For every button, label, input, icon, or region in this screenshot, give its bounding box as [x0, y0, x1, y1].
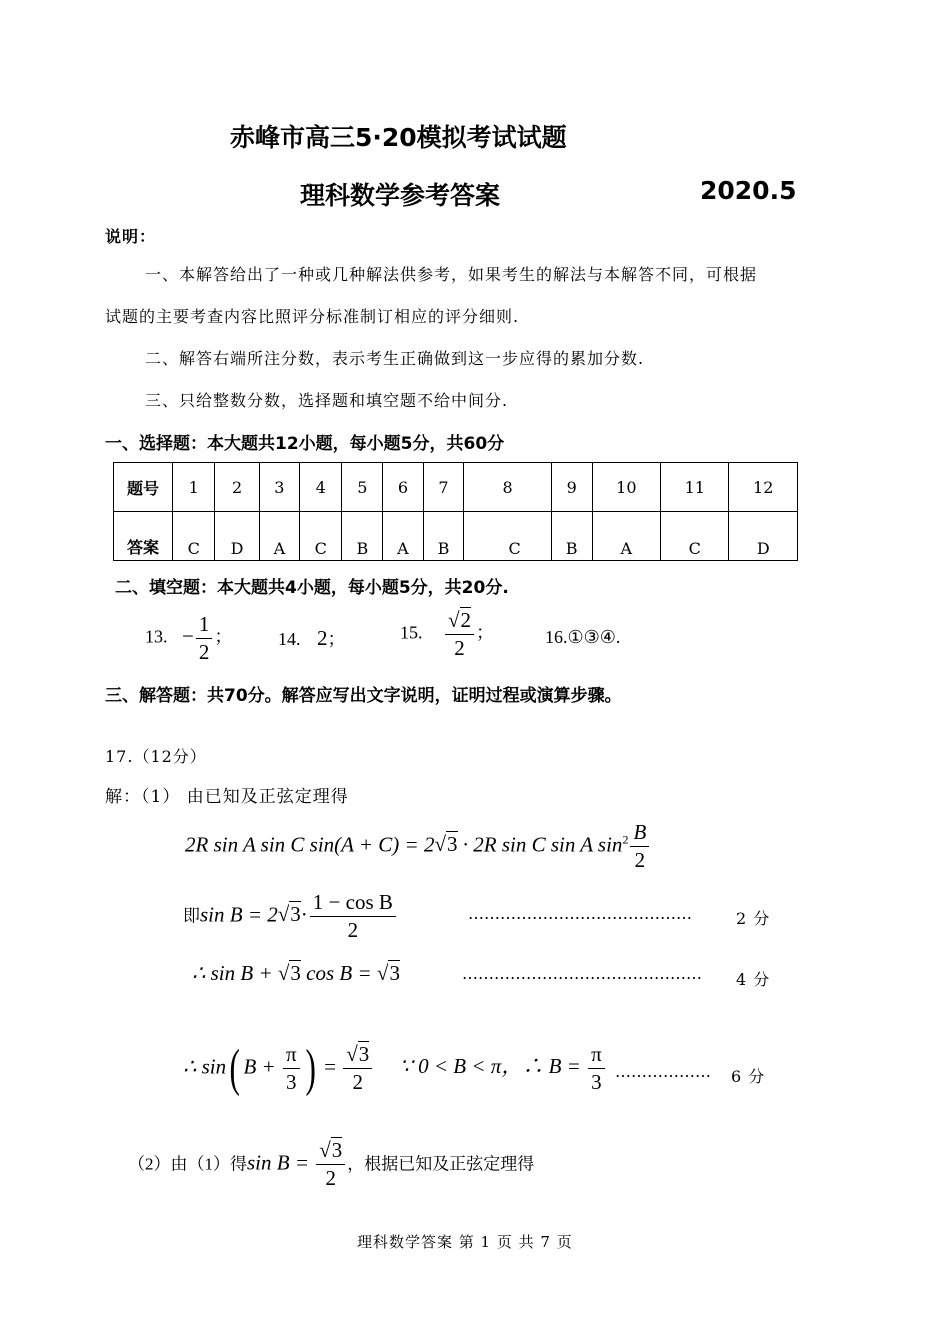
- question-number: 1: [173, 463, 215, 512]
- note-line-3: 二、解答右端所注分数，表示考生正确做到这一步应得的累加分数.: [145, 349, 645, 368]
- question-number: 6: [383, 463, 423, 512]
- page-date: 2020.5: [700, 176, 797, 205]
- page-footer: 理科数学答案 第 1 页 共 7 页: [357, 1233, 573, 1251]
- answer-cell: D: [215, 512, 259, 561]
- answer-cell: B: [423, 512, 464, 561]
- fill-answer-16: [545, 627, 620, 648]
- answer-cell: C: [173, 512, 215, 561]
- fill-answer-13: 13. − $\frac{1}{2}$ ；: [145, 612, 233, 664]
- question-number: 3: [259, 463, 299, 512]
- q13-fraction: $\frac{1}{2}$: [196, 612, 213, 665]
- section-choice-heading: 一、选择题：本大题共12小题，每小题5分，共60分: [105, 434, 505, 454]
- notes-header: 说明：: [105, 227, 157, 246]
- answer-cell: B: [551, 512, 592, 561]
- question-number: 8: [464, 463, 551, 512]
- fill-answer-15: 15. $\frac{√2}{2}$ ；: [400, 608, 495, 660]
- answer-cell: A: [592, 512, 660, 561]
- answer-row: [114, 512, 798, 561]
- row-header-answer: 答案: [114, 512, 173, 561]
- section-fill-heading: 二、填空题：本大题共4小题，每小题5分，共20分.: [115, 578, 509, 598]
- question-number: 7: [423, 463, 464, 512]
- note-line-1: 一、本解答给出了一种或几种解法供参考，如果考生的解法与本解答不同，可根据: [145, 265, 758, 284]
- question-number: 5: [342, 463, 383, 512]
- question-number: 11: [661, 463, 729, 512]
- answer-cell: C: [299, 512, 341, 561]
- answer-cell: A: [259, 512, 299, 561]
- q13-label: 13.: [145, 626, 168, 647]
- question-number: 10: [592, 463, 660, 512]
- answer-cell: C: [661, 512, 729, 561]
- page-title: 赤峰市高三5·20模拟考试试题: [230, 123, 567, 152]
- question-number: 2: [215, 463, 259, 512]
- q17-eq4-score: 6 分: [731, 1067, 766, 1086]
- q17-eq2-leader: ……………………………………: [468, 904, 692, 923]
- fill-answer-14: 14. 2；: [278, 626, 346, 650]
- answer-cell: D: [729, 512, 798, 561]
- q15-fraction: $\frac{√2}{2}$: [445, 608, 474, 661]
- question-number: 9: [551, 463, 592, 512]
- answer-cell: C: [464, 512, 551, 561]
- q16-value: ①③④.: [567, 627, 621, 647]
- q16-label: 16.: [545, 627, 568, 647]
- answer-cell: B: [342, 512, 383, 561]
- q17-header: 17.（12分）: [105, 747, 207, 766]
- note-line-2: 试题的主要考查内容比照评分标准制订相应的评分细则.: [105, 307, 520, 326]
- q15-label: 15.: [400, 622, 423, 643]
- q17-eq3-leader: ………………………………………: [462, 964, 702, 983]
- q17-equation-4: ∴ sin( B + $\frac{\pi}{3}$ ) = $\frac{√3}{2}$ ∵ 0 < B < π，∴ B = $\frac{\pi}{3}$: [183, 1042, 607, 1095]
- note-line-4: 三、只给整数分数，选择题和填空题不给中间分.: [145, 391, 509, 410]
- q17-part1-intro: 解：（1） 由已知及正弦定理得: [105, 787, 349, 807]
- q17-part2: （2）由（1）得sin B = $\frac{√3}{2}$ ，根据已知及正弦定理得: [128, 1138, 535, 1190]
- q14-label: 14.: [278, 629, 301, 649]
- question-number-row: [114, 463, 798, 512]
- row-header-number: 题号: [114, 463, 173, 512]
- q17-eq2-score: 2 分: [736, 909, 771, 928]
- q14-value: 2: [317, 626, 328, 650]
- q13-sign: −: [182, 623, 194, 648]
- question-number: 4: [299, 463, 341, 512]
- q17-eq3-score: 4 分: [736, 970, 771, 989]
- page-subtitle: 理科数学参考答案: [300, 181, 501, 210]
- q17-equation-1: 2R sin A sin C sin(A + C) = 2√3 · 2R sin C sin A $\sin^2$ $\frac{B}{2}$: [185, 820, 651, 873]
- q17-equation-3: ∴ sin B + √3 cos B = √3: [192, 961, 400, 985]
- answer-table: [113, 462, 798, 561]
- question-number: 12: [729, 463, 798, 512]
- q17-eq4-leader: ………………: [615, 1062, 711, 1081]
- answer-cell: A: [383, 512, 423, 561]
- q17-equation-2: 即sin B = 2√3· $\frac{\text{1 − cos B}}{2}$: [183, 890, 398, 943]
- section-solution-heading: 三、解答题：共70分。解答应写出文字说明，证明过程或演算步骤。: [105, 686, 622, 706]
